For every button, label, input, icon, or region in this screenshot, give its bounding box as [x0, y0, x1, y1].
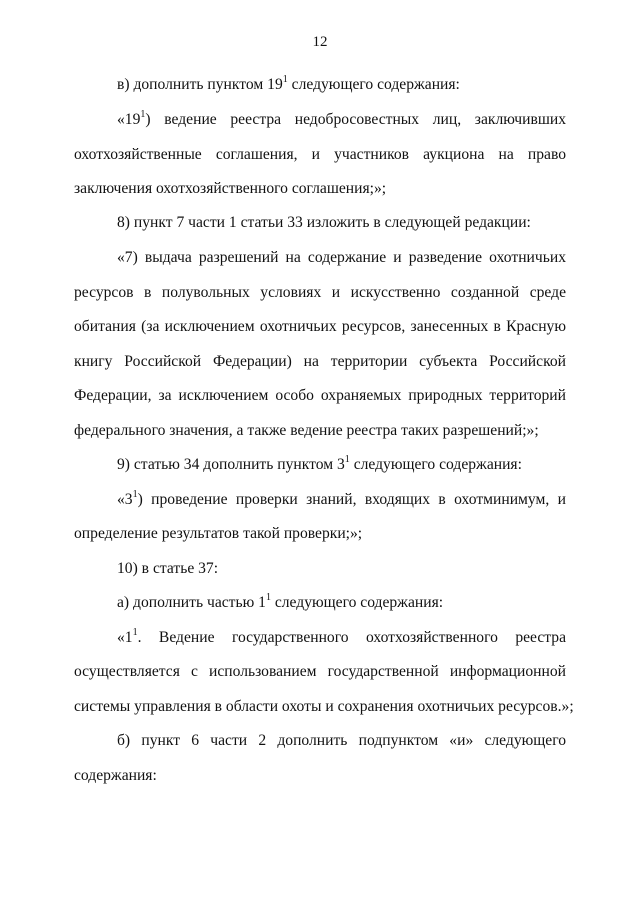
text-line: в) дополнить пунктом $19^1$ следующего содержания: [117, 73, 460, 93]
text-line: обитания (за исключением охотничьих ресурсов, занесенных в Красную [74, 318, 566, 335]
text-line: заключения охотхозяйственного соглашения;»; [74, 180, 387, 197]
text-line: ресурсов в полувольных условиях и искусственно созданной среде [74, 284, 566, 301]
text-line: «$19^1$) ведение реестра недобросовестных лиц, заключивших [117, 108, 566, 128]
text-line: содержания: [74, 767, 157, 784]
text-line: «7) выдача разрешений на содержание и разведение охотничьих [117, 249, 566, 266]
text-line: 8) пункт 7 части 1 статьи 33 изложить в следующей редакции: [117, 214, 531, 231]
text-line: «$1^1$. Ведение государственного охотхозяйственного реестра [117, 626, 566, 646]
text-line: Федерации, за исключением особо охраняемых природных территорий [74, 387, 566, 404]
text-line: осуществляется с использованием государственной информационной [74, 663, 566, 680]
text-line: федерального значения, а также ведение реестра таких разрешений;»; [74, 422, 539, 439]
text-line: системы управления в области охоты и сохранения охотничьих ресурсов.»; [74, 698, 574, 715]
text-line: 10) в статье 37: [117, 560, 219, 577]
page-number: 12 [312, 34, 328, 50]
text-line: 9) статью 34 дополнить пунктом $3^1$ следующего содержания: [117, 453, 522, 473]
text-line: книгу Российской Федерации) на территории субъекта Российской [74, 353, 566, 370]
text-line: а) дополнить частью $1^1$ следующего содержания: [117, 591, 444, 611]
text-line: определение результатов такой проверки;»; [74, 525, 363, 542]
text-line: охотхозяйственные соглашения, и участников аукциона на право [74, 146, 566, 163]
text-line: б) пункт 6 части 2 дополнить подпунктом «и» следующего [117, 732, 566, 749]
text-line: «$3^1$) проведение проверки знаний, входящих в охотминимум, и [117, 488, 566, 508]
